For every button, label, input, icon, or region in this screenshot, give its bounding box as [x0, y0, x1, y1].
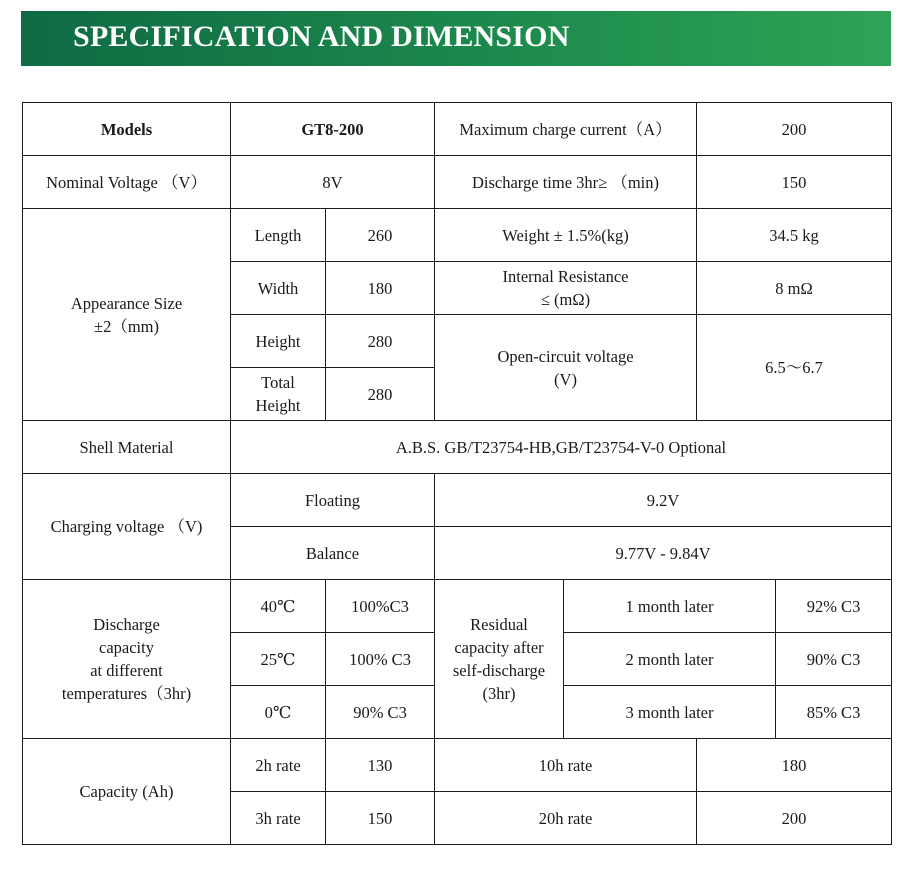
residual-period-cell: 2 month later	[564, 633, 776, 686]
temp-capacity-cell: 100%C3	[326, 580, 435, 633]
residual-value-cell: 90% C3	[776, 633, 892, 686]
total-height-line: Total	[261, 373, 295, 392]
discharge-time-value: 150	[697, 156, 892, 209]
length-label: Length	[231, 209, 326, 262]
table-row	[23, 156, 892, 209]
ocv-value: 6.5～6.7	[697, 315, 892, 421]
residual-period-cell: 3 month later	[564, 686, 776, 739]
appearance-size-label	[23, 209, 231, 421]
shell-material-label: Shell Material	[23, 421, 231, 474]
total-height-value: 280	[326, 368, 435, 421]
weight-label: Weight ± 1.5%(kg)	[435, 209, 697, 262]
nominal-voltage-value: 8V	[231, 156, 435, 209]
spec-table	[22, 102, 892, 845]
table-row	[23, 474, 892, 527]
models-label: Models	[23, 103, 231, 156]
appearance-size-line: ±2（mm)	[94, 316, 159, 336]
shell-material-value: A.B.S. GB/T23754-HB,GB/T23754-V-0 Optional	[231, 421, 892, 474]
residual-capacity-line: (3hr)	[482, 684, 516, 703]
rate-value-cell: 130	[326, 739, 435, 792]
rate-cell: 20h rate	[435, 792, 697, 845]
residual-capacity-line: Residual	[470, 615, 528, 634]
residual-value-cell: 92% C3	[776, 580, 892, 633]
page-title: SPECIFICATION AND DIMENSION	[73, 20, 570, 53]
ocv-line: Open-circuit voltage	[497, 346, 634, 366]
model-value: GT8-200	[231, 103, 435, 156]
ocv-line: (V)	[554, 369, 577, 389]
residual-capacity-line: self-discharge	[452, 661, 546, 680]
internal-resistance-label	[435, 262, 697, 315]
table-row	[23, 739, 892, 792]
discharge-time-label: Discharge time 3hr≥ （min)	[435, 156, 697, 209]
capacity-label: Capacity (Ah)	[23, 739, 231, 845]
rate-value-cell: 180	[697, 739, 892, 792]
total-height-label	[231, 368, 326, 421]
residual-capacity-line: capacity after	[454, 638, 544, 657]
length-value: 260	[326, 209, 435, 262]
rate-value-cell: 200	[697, 792, 892, 845]
ocv-label	[435, 315, 697, 421]
nominal-voltage-label: Nominal Voltage （V）	[23, 156, 231, 209]
table-row	[23, 580, 892, 633]
appearance-size-line: Appearance Size	[70, 293, 183, 313]
table-row	[23, 209, 892, 262]
title-banner	[21, 11, 891, 66]
rate-cell: 2h rate	[231, 739, 326, 792]
max-charge-label: Maximum charge current（A）	[435, 103, 697, 156]
internal-resistance-line: ≤ (mΩ)	[540, 290, 591, 309]
residual-capacity-label	[435, 580, 564, 739]
floating-label: Floating	[231, 474, 435, 527]
width-value: 180	[326, 262, 435, 315]
height-label: Height	[231, 315, 326, 368]
residual-period-cell: 1 month later	[564, 580, 776, 633]
height-value: 280	[326, 315, 435, 368]
internal-resistance-value: 8 mΩ	[697, 262, 892, 315]
temp-cell: 40℃	[231, 580, 326, 633]
residual-value-cell: 85% C3	[776, 686, 892, 739]
table-row	[23, 103, 892, 156]
floating-value: 9.2V	[435, 474, 892, 527]
charging-voltage-label: Charging voltage （V)	[23, 474, 231, 580]
total-height-line: Height	[255, 396, 301, 415]
max-charge-value: 200	[697, 103, 892, 156]
width-label: Width	[231, 262, 326, 315]
table-row	[23, 421, 892, 474]
temp-capacity-cell: 100% C3	[326, 633, 435, 686]
rate-cell: 3h rate	[231, 792, 326, 845]
discharge-capacity-line: at different	[90, 661, 163, 680]
discharge-capacity-label	[23, 580, 231, 739]
discharge-capacity-line: temperatures（3hr)	[61, 684, 192, 703]
temp-capacity-cell: 90% C3	[326, 686, 435, 739]
temp-cell: 0℃	[231, 686, 326, 739]
balance-value: 9.77V - 9.84V	[435, 527, 892, 580]
balance-label: Balance	[231, 527, 435, 580]
weight-value: 34.5 kg	[697, 209, 892, 262]
rate-value-cell: 150	[326, 792, 435, 845]
rate-cell: 10h rate	[435, 739, 697, 792]
discharge-capacity-line: Discharge	[93, 615, 160, 634]
temp-cell: 25℃	[231, 633, 326, 686]
internal-resistance-line: Internal Resistance	[502, 267, 629, 286]
discharge-capacity-line: capacity	[99, 638, 154, 657]
